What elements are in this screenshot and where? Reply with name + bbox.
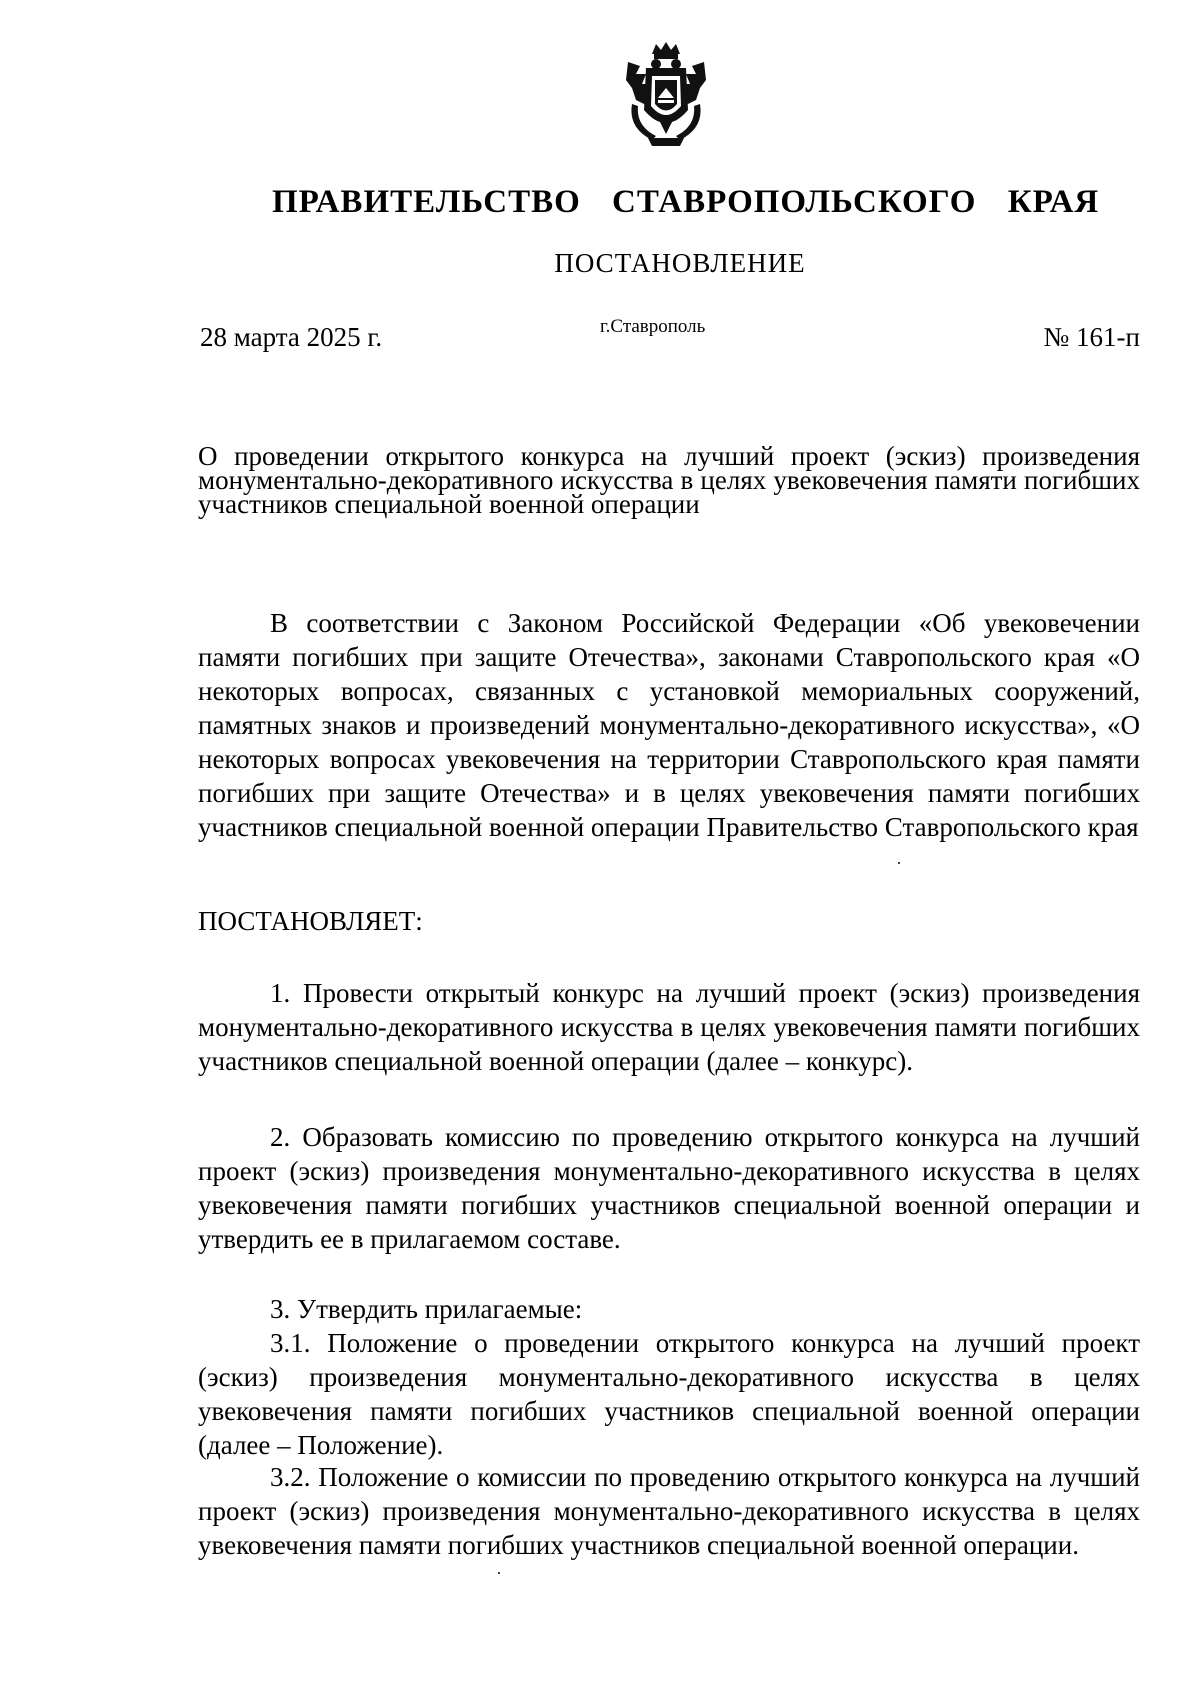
document-subject: О проведении открытого конкурса на лучший проект (эскиз) произведения монументально-декоративного искусства в целях увековечения памяти погибших участников специальной военной операции [198,441,1140,519]
document-date: 28 марта 2025 г. [200,322,383,352]
document-type: ПОСТАНОВЛЕНИЕ [554,248,806,278]
document-city: г.Ставрополь [600,316,706,337]
organization-title: ПРАВИТЕЛЬСТВО СТАВРОПОЛЬСКОГО КРАЯ [272,184,1100,220]
stavropol-coat-of-arms-icon [622,40,710,150]
document-number: № 161-п [1043,322,1140,352]
resolves-heading: ПОСТАНОВЛЯЕТ: [198,906,423,936]
scan-speck [498,1572,500,1574]
clause-2: 2. Образовать комиссию по проведению открытого конкурса на лучший проект (эскиз) произведения монументально-декоративного искусства в целях увековечения памяти погибших участников специальной военной операции и утвердить ее в прилагаемом составе. [198,1122,1140,1254]
clause-3-1: 3.1. Положение о проведении открытого конкурса на лучший проект (эскиз) произведения монументально-декоративного искусства в целях увековечения памяти погибших участников специальной военной операции (далее – Положение). [198,1328,1140,1460]
clause-3: 3. Утвердить прилагаемые: [270,1294,583,1324]
clause-1: 1. Провести открытый конкурс на лучший проект (эскиз) произведения монументально-декоративного искусства в целях увековечения памяти погибших участников специальной военной операции (далее – конкурс). [198,978,1140,1076]
preamble-paragraph: В соответствии с Законом Российской Федерации «Об увековечении памяти погибших при защите Отечества», законами Ставропольского края «О некоторых вопросах, связанных с установкой мемориальных сооружений, памятных знаков и произведений монументально-декоративного искусства», «О некоторых вопросах увековечения на территории Ставропольского края памяти погибших при защите Отечества» и в целях увековечения памяти погибших участников специальной военной операции Правительство Ставропольского края [198,608,1140,842]
clause-3-2: 3.2. Положение о комиссии по проведению открытого конкурса на лучший проект (эскиз) произведения монументально-декоративного искусства в целях увековечения памяти погибших участников специальной военной операции. [198,1462,1140,1560]
scan-speck [898,862,900,864]
